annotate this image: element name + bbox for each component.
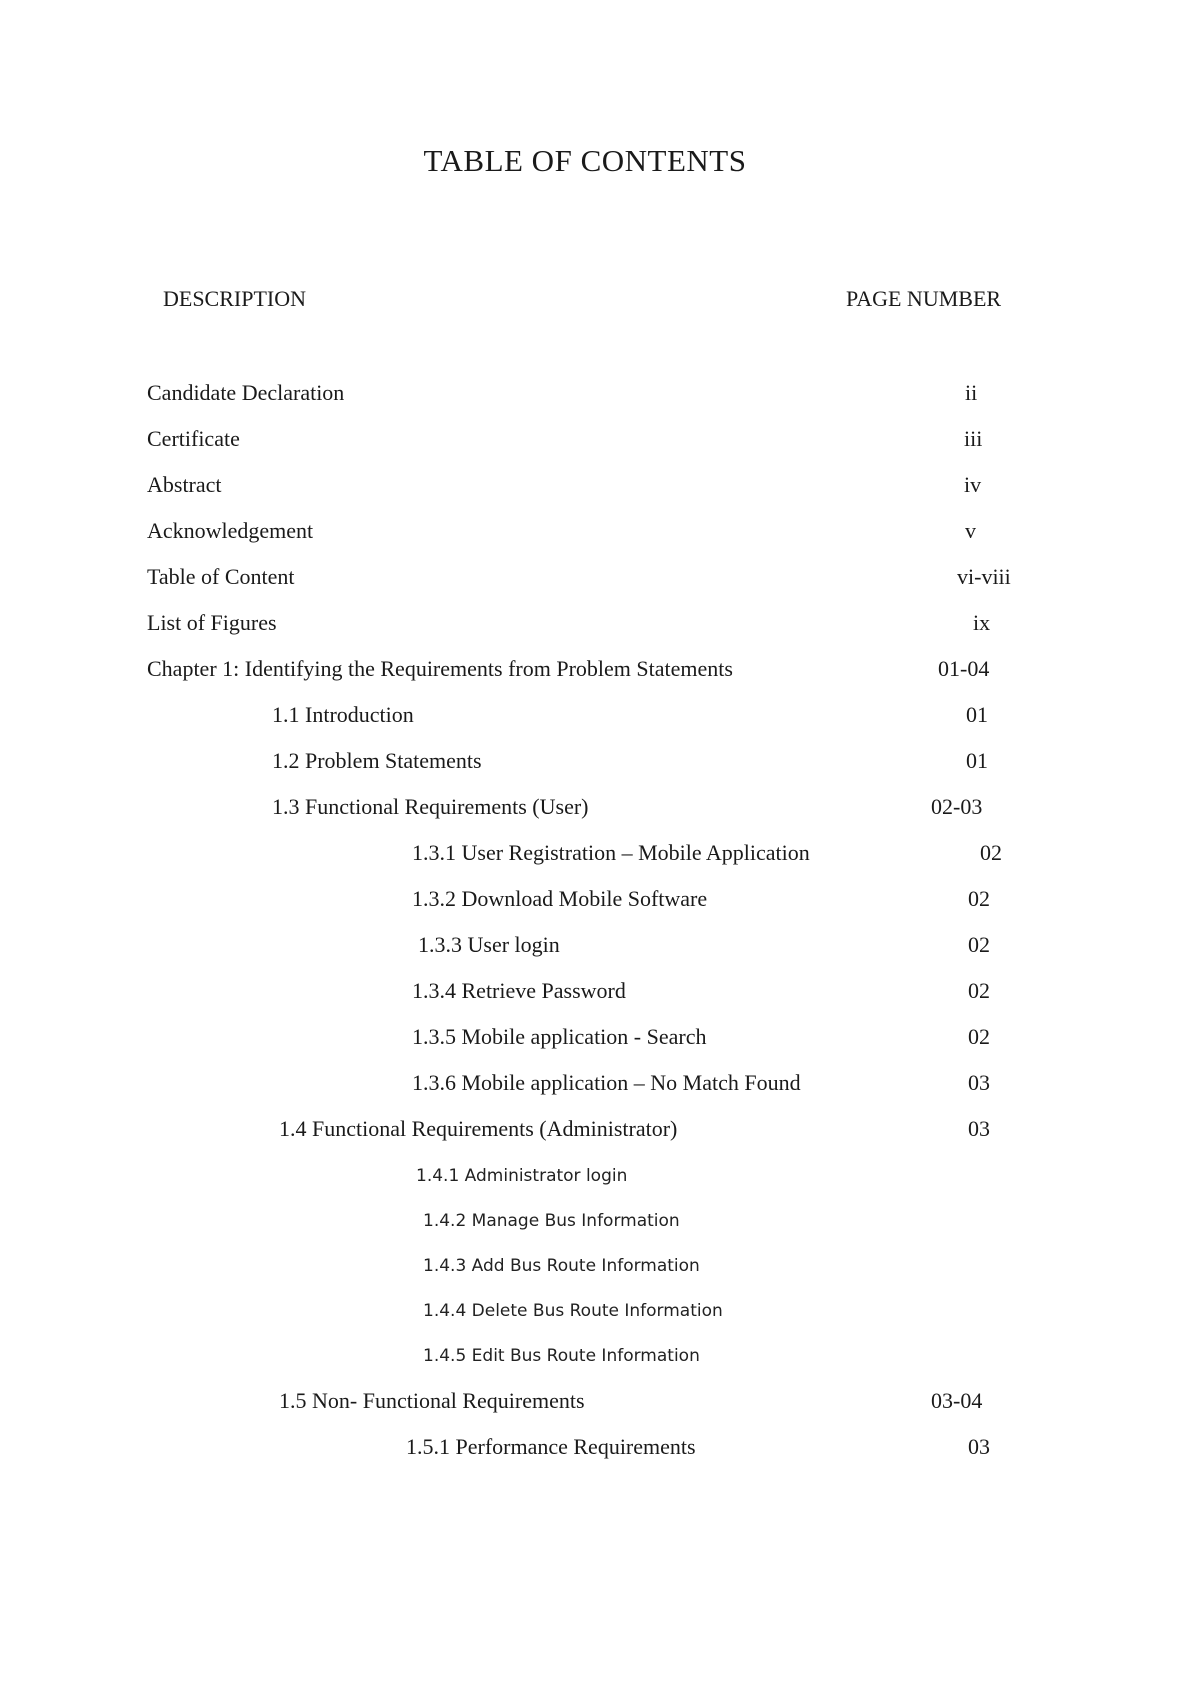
toc-entry-page: 01 <box>966 702 988 727</box>
toc-entry-text: 1.3.3 User login <box>418 932 560 957</box>
toc-entry-text: 1.5 Non- Functional Requirements <box>279 1388 585 1413</box>
toc-entry-page: 02 <box>968 1024 990 1049</box>
toc-entry <box>279 1116 1079 1146</box>
toc-entry <box>412 978 1062 1008</box>
toc-entry-page: 01-04 <box>938 656 990 681</box>
toc-entry <box>147 472 1047 502</box>
toc-entry-page: 03 <box>968 1434 990 1459</box>
toc-entry-text: 1.3.6 Mobile application – No Match Found <box>412 1070 801 1095</box>
toc-entry-text: List of Figures <box>147 610 277 635</box>
toc-entry-text: 1.4.4 Delete Bus Route Information <box>423 1301 723 1321</box>
toc-entry <box>423 1252 1023 1282</box>
toc-entry <box>423 1297 1023 1327</box>
toc-entry <box>147 426 1047 456</box>
description-column-header: DESCRIPTION <box>163 286 307 311</box>
toc-entry-page: iv <box>964 472 982 497</box>
toc-entry-page: ii <box>965 380 978 405</box>
toc-entry-text: Table of Content <box>147 564 295 589</box>
toc-entry-text: Chapter 1: Identifying the Requirements from Problem Statements <box>147 656 733 681</box>
toc-entry <box>147 564 1047 594</box>
toc-entry <box>416 1162 1016 1192</box>
toc-entry <box>147 518 1047 548</box>
toc-entry <box>272 794 1072 824</box>
toc-entry-text: Abstract <box>147 472 222 497</box>
page-number-column-header: PAGE NUMBER <box>846 286 1002 311</box>
toc-entry <box>272 702 1072 732</box>
toc-entry-page: 02 <box>968 978 990 1003</box>
toc-entry-page: 02 <box>980 840 1002 865</box>
toc-entry <box>412 840 1062 870</box>
toc-entry-page: 02 <box>968 886 990 911</box>
toc-entry-page: iii <box>964 426 983 451</box>
toc-entry-page: 03 <box>968 1070 990 1095</box>
toc-entry <box>412 886 1062 916</box>
toc-entry-page: ix <box>973 610 991 635</box>
toc-entry <box>147 380 1047 410</box>
toc-entry <box>147 610 1047 640</box>
toc-entry <box>406 1434 1056 1464</box>
toc-entry-text: 1.4.5 Edit Bus Route Information <box>423 1346 700 1366</box>
toc-entry-text: 1.3.1 User Registration – Mobile Application <box>412 840 810 865</box>
toc-entry-text: Candidate Declaration <box>147 380 345 405</box>
toc-entry-page: 03-04 <box>931 1388 983 1413</box>
toc-entry-text: 1.3.4 Retrieve Password <box>412 978 626 1003</box>
toc-entry-page: 02-03 <box>931 794 983 819</box>
toc-entry-text: 1.5.1 Performance Requirements <box>406 1434 696 1459</box>
toc-entry <box>423 1207 1023 1237</box>
toc-entry <box>272 748 1072 778</box>
toc-entry-page: 01 <box>966 748 988 773</box>
toc-entry <box>412 1070 1062 1100</box>
toc-entry-text: 1.1 Introduction <box>272 702 414 727</box>
toc-entry <box>423 1342 1023 1372</box>
toc-entry-text: Certificate <box>147 426 240 451</box>
toc-entry-page: 03 <box>968 1116 990 1141</box>
toc-entry <box>412 1024 1062 1054</box>
toc-entry-text: Acknowledgement <box>147 518 314 543</box>
toc-entry-page: 02 <box>968 932 990 957</box>
toc-entry-text: 1.3.5 Mobile application - Search <box>412 1024 707 1049</box>
toc-entry-text: 1.4.3 Add Bus Route Information <box>423 1256 700 1276</box>
toc-entry-text: 1.4.1 Administrator login <box>416 1166 628 1186</box>
toc-entry <box>147 656 1047 686</box>
toc-entry-text: 1.4 Functional Requirements (Administrator) <box>279 1116 678 1141</box>
toc-entry-text: 1.4.2 Manage Bus Information <box>423 1211 680 1231</box>
toc-entry-text: 1.3 Functional Requirements (User) <box>272 794 589 819</box>
toc-entry-page: v <box>965 518 976 543</box>
toc-entry <box>418 932 1068 962</box>
toc-entry-text: 1.2 Problem Statements <box>272 748 482 773</box>
toc-entry-page: vi-viii <box>957 564 1011 589</box>
toc-entry-text: 1.3.2 Download Mobile Software <box>412 886 708 911</box>
page-title: TABLE OF CONTENTS <box>423 143 747 178</box>
toc-entry <box>279 1388 1079 1418</box>
